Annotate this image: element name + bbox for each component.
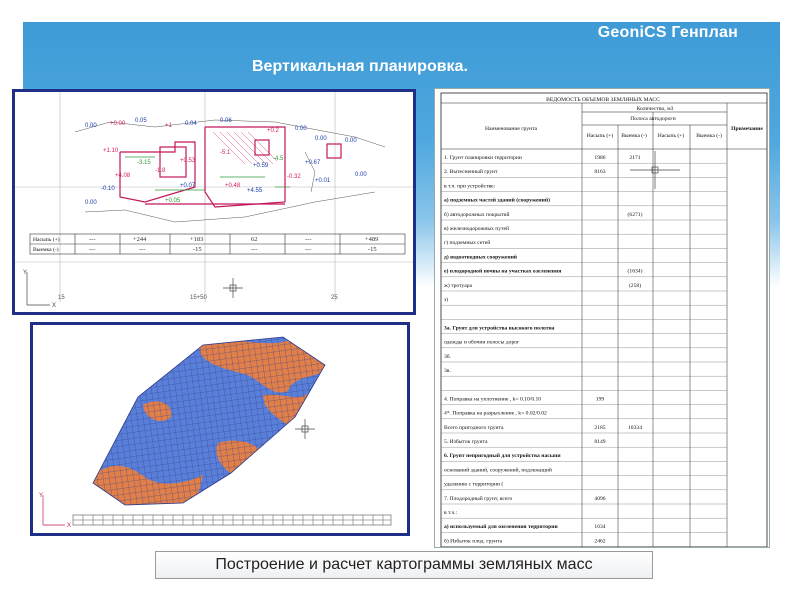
crosshair-cursor-icon <box>295 419 315 439</box>
volume-strip-table <box>30 234 405 254</box>
svg-text:0.04: 0.04 <box>185 121 197 127</box>
svg-text:0.00: 0.00 <box>85 123 97 129</box>
axis-x-label: X <box>52 303 57 309</box>
strip-fill-cell: +183 <box>190 236 204 243</box>
col-cut-header-2: Выемка (-) <box>696 133 722 139</box>
table-row-label: в) железнодорожных путей <box>444 226 509 232</box>
table-row-fill-value: 4096 <box>594 495 606 502</box>
svg-text:+1: +1 <box>165 123 172 129</box>
strip-fill-cell: 62 <box>251 236 258 243</box>
brand-title: GeoniCS Генплан <box>597 24 738 41</box>
table-row-label: одежды и обочин полосы дорог <box>444 339 520 346</box>
svg-text:0.00: 0.00 <box>85 200 97 206</box>
cartogram-legend-strip <box>73 515 391 525</box>
table-row-fill-value: 8149 <box>594 439 606 445</box>
table-row-label: в т.ч.: <box>444 510 458 516</box>
table-row-label: 4*. Поправка на разрыхление , k= 0.02/0.02 <box>444 410 547 417</box>
svg-text:+0.01: +0.01 <box>315 178 331 184</box>
table-row-label: 3в. <box>444 368 451 374</box>
svg-text:0.00: 0.00 <box>345 138 357 144</box>
col-fill-header-2: Насыпь (+) <box>657 133 685 139</box>
cartogram-site <box>73 325 353 525</box>
strip-fill-cell: --- <box>89 236 96 243</box>
svg-text:-4.5: -4.5 <box>273 156 284 162</box>
sheet-title: ВЕДОМОСТЬ ОБЪЕМОВ ЗЕМЛЯНЫХ МАСС <box>546 97 660 103</box>
plan-drawing-frame <box>12 89 416 315</box>
header-quantity: Количество, м3 <box>636 106 674 112</box>
svg-text:0.00: 0.00 <box>315 136 327 142</box>
table-row-fill-value: 1986 <box>594 155 606 161</box>
col-fill-header: Насыпь (+) <box>586 133 614 139</box>
strip-cut-cell: --- <box>251 246 258 253</box>
svg-text:0.06: 0.06 <box>220 118 232 124</box>
slide-caption: Построение и расчет картограммы земляных масс <box>155 551 653 579</box>
svg-text:0.05: 0.05 <box>135 118 147 124</box>
slide-heading: Вертикальная планировка. <box>252 58 468 75</box>
table-row-label: а) подземных частей зданий (сооружений) <box>444 197 550 204</box>
axis-y-label: Y <box>39 493 44 499</box>
table-row-label: 6. Грунт непригодный для устройства насыпи <box>444 453 561 460</box>
col-cut-header: Выемка (-) <box>621 133 647 139</box>
table-row-label: 7. Плодородный грунт, всего <box>444 495 513 502</box>
table-row-label: Всего пригодного грунта <box>444 424 504 431</box>
volume-rows <box>441 155 727 547</box>
header-note: Примечание <box>731 126 763 132</box>
strip-fill-cell: --- <box>305 236 312 243</box>
table-row-label: 3а. Грунт для устройства высокого полотна <box>444 325 555 332</box>
table-row-fill-value: 2185 <box>594 424 606 431</box>
strip-cut-cell: --- <box>305 246 312 253</box>
station-label: 15 <box>58 295 65 301</box>
table-row-label: 2. Вытесненный грунт <box>444 169 498 176</box>
table-row-fill-value: 8163 <box>594 169 606 176</box>
ucs-axis-icon <box>27 272 50 305</box>
axis-y-label: Y <box>23 270 28 276</box>
table-row-fill-value: 2462 <box>594 538 606 545</box>
station-label: 25 <box>331 295 338 301</box>
plan-drawing <box>15 92 413 312</box>
volume-statement-table <box>435 89 770 548</box>
table-row-label: г) подземных сетей <box>444 240 491 247</box>
table-row-label: оснований зданий, сооружений, подлежащий <box>444 467 552 474</box>
table-row-label: 1. Грунт планировки территории <box>444 155 522 161</box>
table-row-label: в т.ч. при устройстве: <box>444 183 496 190</box>
strip-cut-cell: -15 <box>368 246 377 253</box>
table-row-cut-value: (6271) <box>627 211 643 218</box>
header-zone: Полоса автодороги <box>630 116 676 122</box>
table-row-cut-value: 2171 <box>629 155 641 161</box>
crosshair-cursor-icon <box>223 278 243 298</box>
table-row-cut-value: (1634) <box>627 268 643 275</box>
strip-row-label-fill: Насыпь (+) <box>33 237 60 243</box>
header-name: Наименование грунта <box>484 126 538 132</box>
cartogram-drawing <box>33 325 407 533</box>
svg-text:+0.53: +0.53 <box>180 158 196 164</box>
earthwork-volume-sheet <box>434 88 770 548</box>
table-row-cut-value: (258) <box>628 282 642 289</box>
table-row-label: 5. Избыток грунта <box>444 439 488 445</box>
svg-text:0.00: 0.00 <box>295 126 307 132</box>
table-row-label: 4. Поправка на уплотнение , k= 0.10/0.10 <box>444 396 542 403</box>
svg-text:+0.05: +0.05 <box>165 198 181 204</box>
table-row-fill-value: 199 <box>595 396 605 403</box>
strip-cut-cell: --- <box>139 246 146 253</box>
svg-text:0.00: 0.00 <box>355 172 367 178</box>
svg-text:+0.48: +0.48 <box>225 183 241 189</box>
table-row-cut-value: 10334 <box>628 424 642 431</box>
table-row-label: 3б. <box>444 353 452 360</box>
table-row-label: удалению с территории ( <box>444 481 504 488</box>
table-row-label: з) <box>444 297 449 303</box>
svg-text:-0.32: -0.32 <box>287 174 301 180</box>
table-row-label: а) используемый для озеленения территории <box>444 524 558 531</box>
table-row-label: е) плодородной почвы на участках озеленения <box>444 268 562 275</box>
svg-text:+0.07: +0.07 <box>180 183 196 189</box>
building-outlines <box>120 127 341 207</box>
ucs-axis-icon <box>43 495 65 525</box>
svg-text:+1.10: +1.10 <box>103 148 119 154</box>
strip-cut-cell: --- <box>89 246 96 253</box>
svg-text:+0.67: +0.67 <box>305 160 321 166</box>
table-row-label: д) водоотводных сооружений <box>444 254 518 261</box>
table-row-label: б) Избыток плод. грунта <box>444 538 503 545</box>
svg-text:+0.59: +0.59 <box>253 163 269 169</box>
cartogram-frame <box>30 322 410 536</box>
svg-text:+4.08: +4.08 <box>115 173 131 179</box>
table-row-fill-value: 1634 <box>594 524 606 531</box>
station-label: 15+50 <box>190 295 207 301</box>
svg-text:+0.00: +0.00 <box>110 121 126 127</box>
svg-text:-1.8: -1.8 <box>155 168 166 174</box>
strip-fill-cell: +244 <box>133 236 147 243</box>
svg-text:+0.2: +0.2 <box>267 128 279 134</box>
strip-row-label-cut: Выемка (-) <box>33 247 59 253</box>
axis-x-label: X <box>67 523 72 529</box>
svg-text:-0.10: -0.10 <box>101 186 115 192</box>
svg-text:+4.55: +4.55 <box>247 188 263 194</box>
strip-cut-cell: -15 <box>193 246 202 253</box>
table-row-label: б) автодорожных покрытий <box>444 211 510 218</box>
table-row-label: ж) тротуара <box>444 282 473 289</box>
svg-text:-5.1: -5.1 <box>220 150 231 156</box>
strip-fill-cell: +489 <box>365 236 379 243</box>
svg-text:-3.15: -3.15 <box>137 160 151 166</box>
